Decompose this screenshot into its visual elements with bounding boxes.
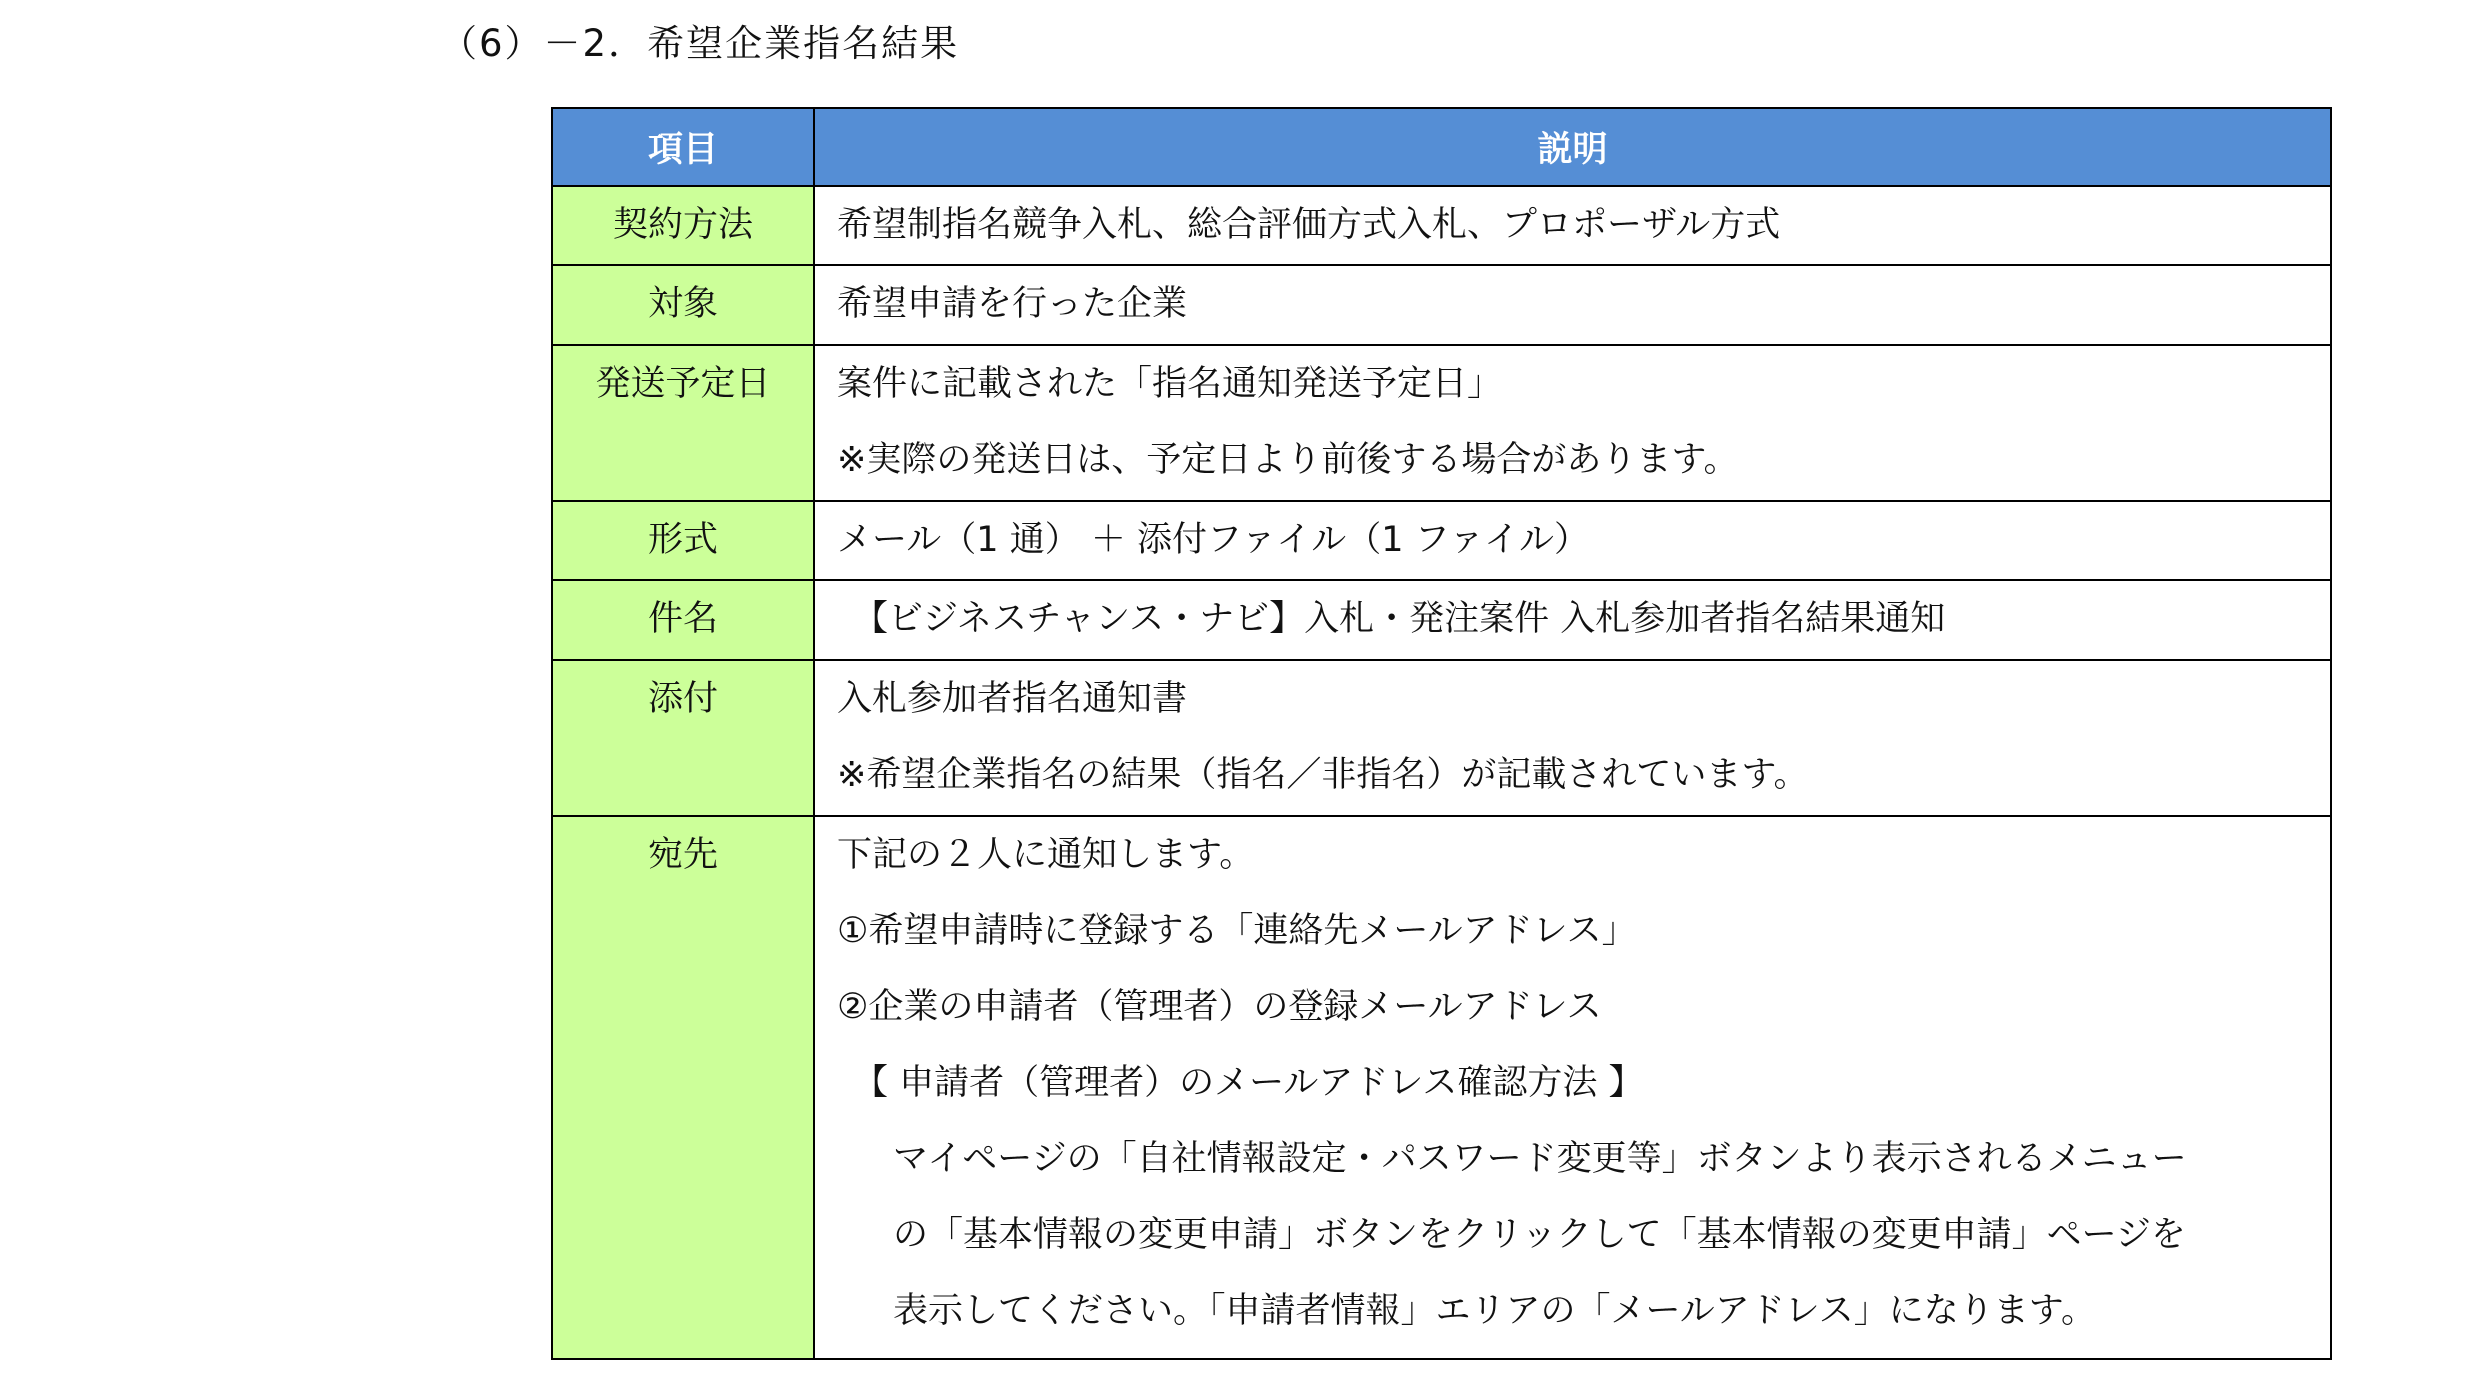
row-value-note: ※希望企業指名の結果（指名／非指名）が記載されています。 xyxy=(837,754,1809,795)
recipient-item-2: ②企業の申請者（管理者）の登録メールアドレス xyxy=(837,987,1602,1028)
row-value xyxy=(814,816,2331,1359)
header-description: 説明 xyxy=(814,108,2331,186)
row-value xyxy=(814,186,2331,265)
table-row-send-date xyxy=(552,345,2331,502)
confirmation-method-heading: 【 申請者（管理者）のメールアドレス確認方法 】 xyxy=(853,1063,1644,1104)
confirmation-method-text: の「基本情報の変更申請」ボタンをクリックして「基本情報の変更申請」ページを xyxy=(893,1215,2186,1256)
row-key-label: 形式 xyxy=(647,520,718,561)
table-row-format xyxy=(552,501,2331,580)
header-item: 項目 xyxy=(552,108,814,186)
table-row-recipients xyxy=(552,816,2331,1359)
row-key-label: 対象 xyxy=(647,284,718,325)
row-value xyxy=(814,345,2331,502)
table-row-attachment xyxy=(552,660,2331,817)
row-key xyxy=(552,816,814,1359)
row-key xyxy=(552,186,814,265)
row-value xyxy=(814,265,2331,344)
notification-spec-table xyxy=(551,107,2332,1360)
row-value-line: 希望申請を行った企業 xyxy=(837,284,1188,325)
row-value-line: 入札参加者指名通知書 xyxy=(837,678,1188,719)
row-value-line: 下記の２人に通知します。 xyxy=(837,835,1255,876)
row-key-label: 発送予定日 xyxy=(595,363,771,404)
row-key xyxy=(552,660,814,817)
table-row-target xyxy=(552,265,2331,344)
row-value xyxy=(814,580,2331,659)
section-heading: （6）－2．希望企業指名結果 xyxy=(440,22,960,65)
confirmation-method-text: 表示してください。「申請者情報」エリアの「メールアドレス」になります。 xyxy=(893,1291,2096,1332)
confirmation-method-text: マイページの「自社情報設定・パスワード変更等」ボタンより表示されるメニュー xyxy=(893,1139,2187,1180)
row-value-line: メール（1 通） ＋ 添付ファイル（1 ファイル） xyxy=(837,520,1589,561)
row-value-line: 【ビジネスチャンス・ナビ】入札・発注案件 入札参加者指名結果通知 xyxy=(853,599,1946,640)
recipient-item-1: ①希望申請時に登録する「連絡先メールアドレス」 xyxy=(837,911,1637,952)
row-value xyxy=(814,660,2331,817)
row-key xyxy=(552,265,814,344)
row-key-label: 添付 xyxy=(647,678,718,719)
row-value-line: 案件に記載された「指名通知発送予定日」 xyxy=(837,363,1503,404)
row-key-label: 件名 xyxy=(647,599,718,640)
row-key xyxy=(552,345,814,502)
row-key-label: 宛先 xyxy=(647,835,718,876)
table-row-contract-method xyxy=(552,186,2331,265)
table-header-row xyxy=(552,108,2331,186)
table-row-subject xyxy=(552,580,2331,659)
row-key-label: 契約方法 xyxy=(612,205,753,245)
row-value-note: ※実際の発送日は、予定日より前後する場合があります。 xyxy=(837,439,1739,480)
row-value xyxy=(814,501,2331,580)
row-key xyxy=(552,501,814,580)
row-key xyxy=(552,580,814,659)
row-value-line: 希望制指名競争入札、総合評価方式入札、プロポーザル方式 xyxy=(837,205,1781,245)
